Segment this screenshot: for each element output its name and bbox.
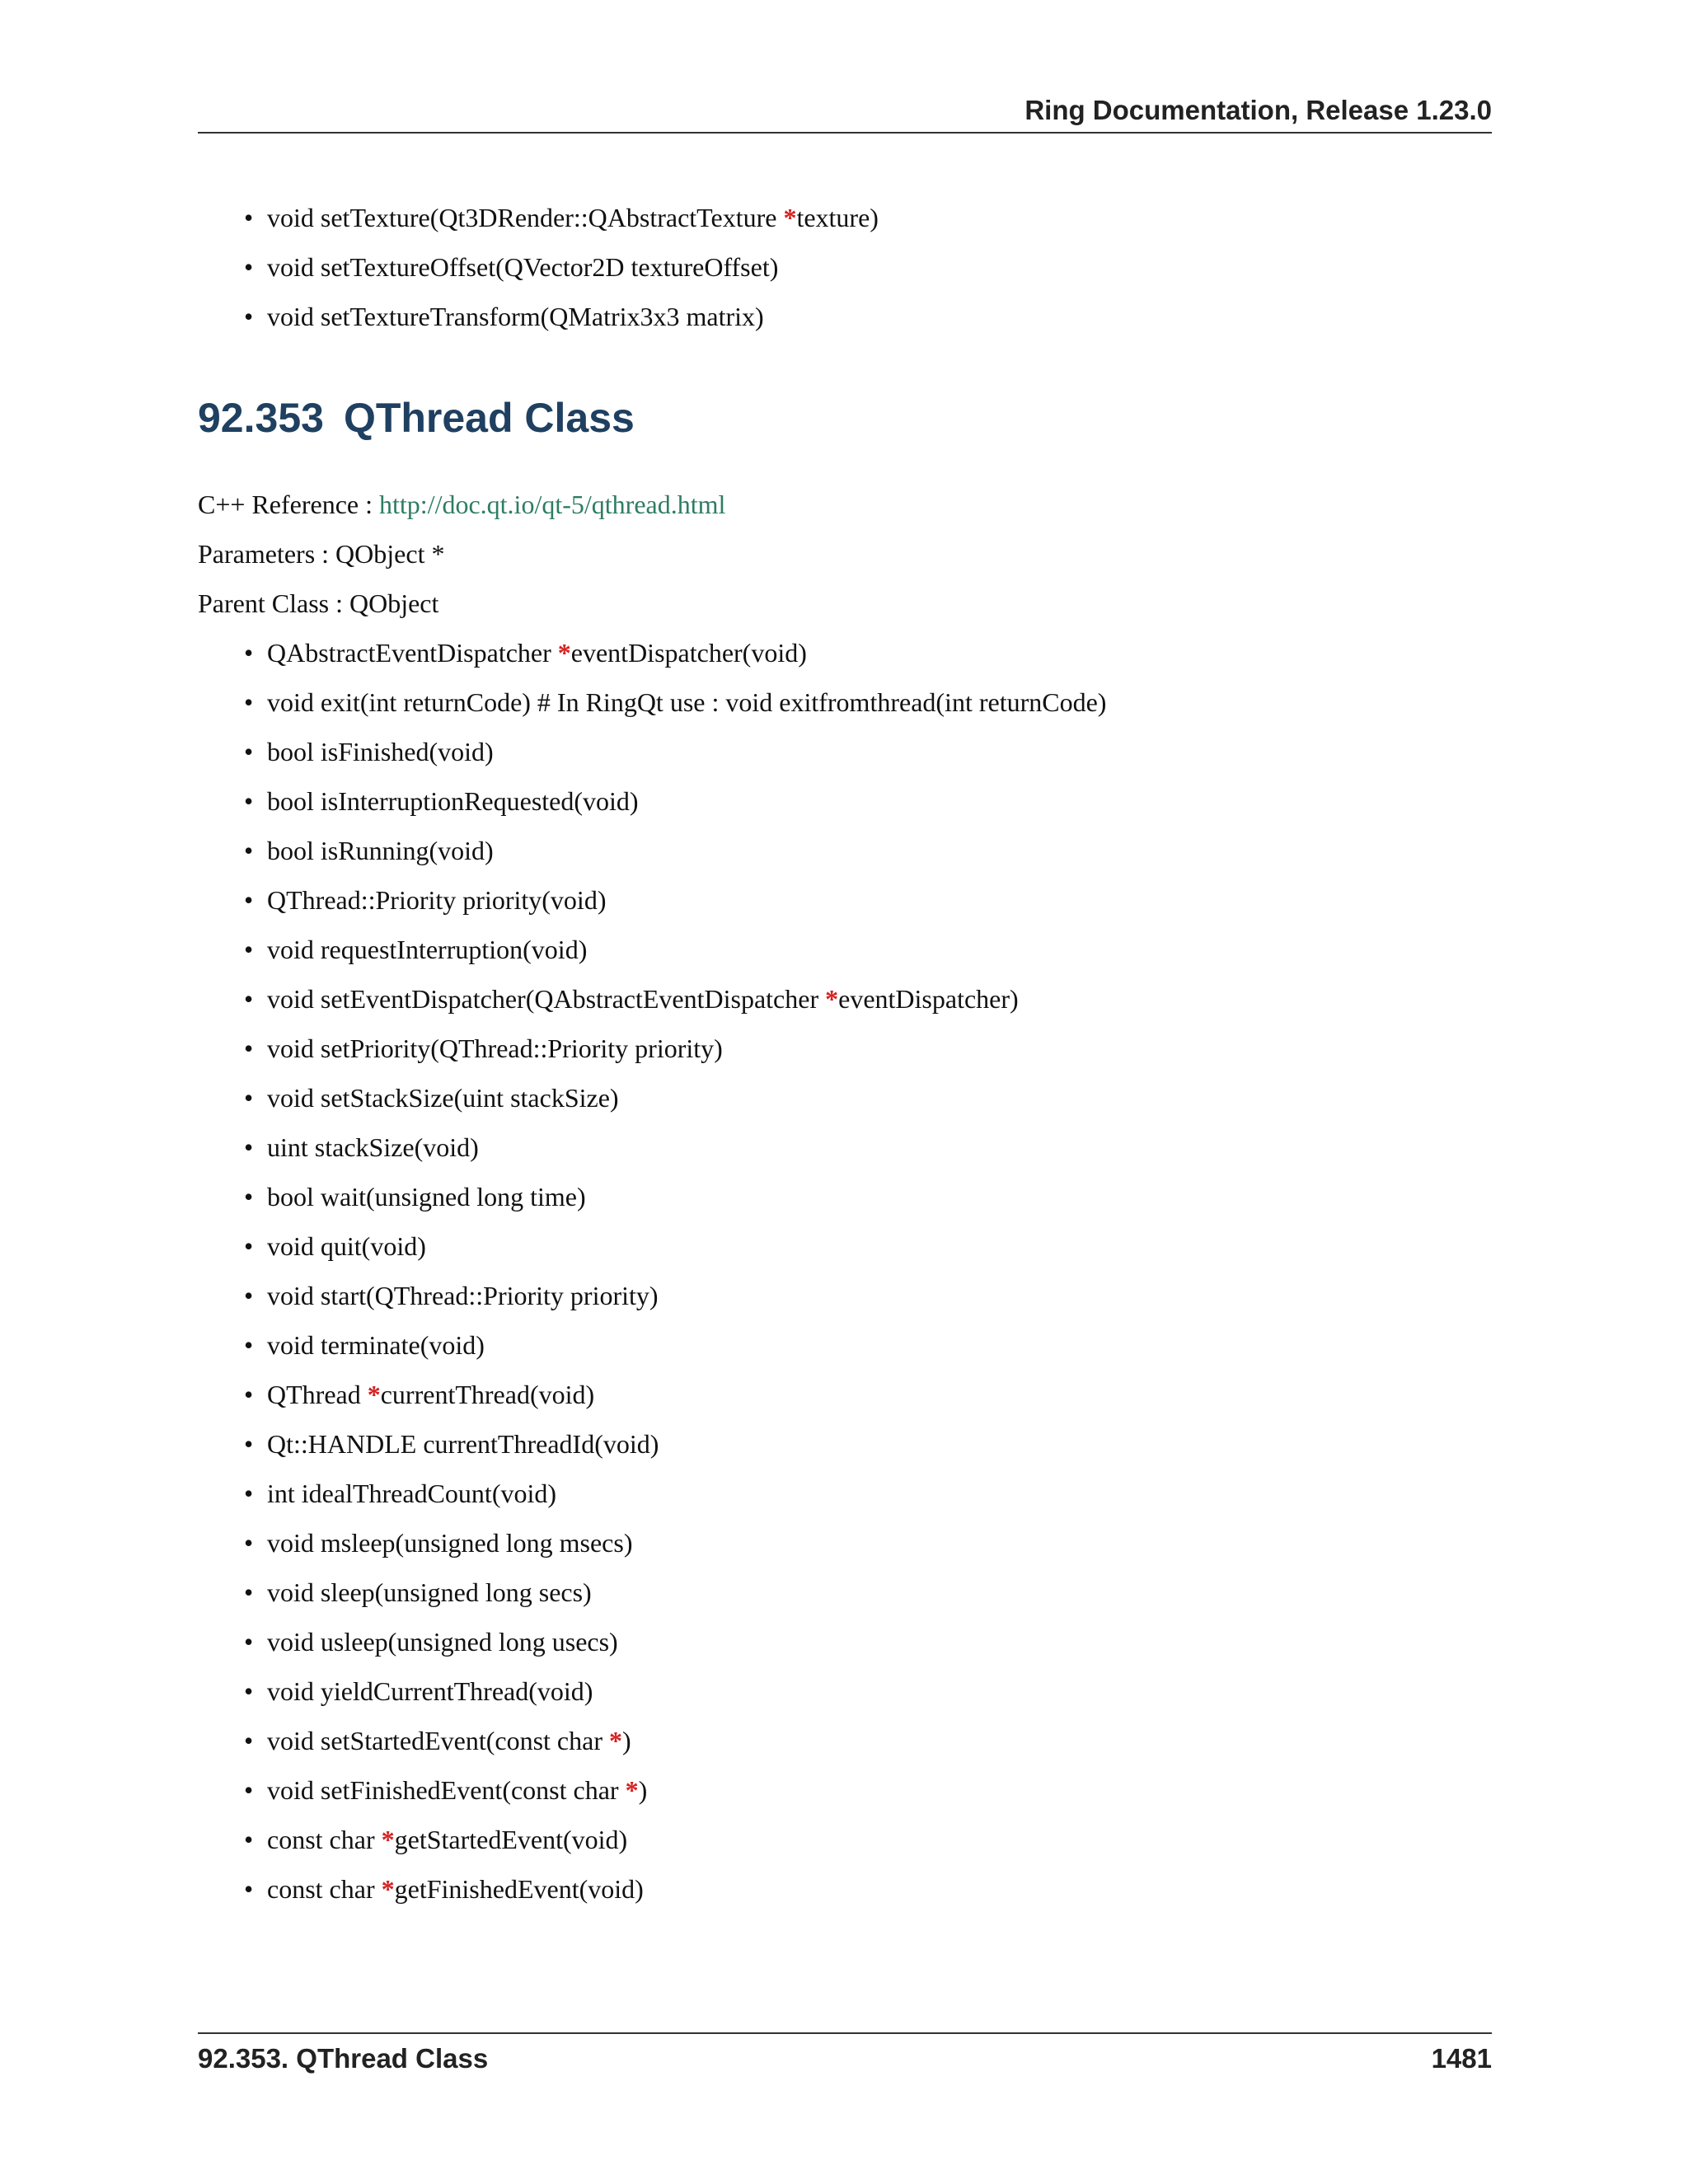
method-text: void setTexture(Qt3DRender::QAbstractTexture [267, 203, 784, 232]
page-footer [198, 2032, 1492, 2077]
section-title [198, 389, 635, 447]
method-text: void setStartedEvent(const char [267, 1726, 609, 1755]
bullet-icon: • [244, 1577, 254, 1607]
method-text-tail: getFinishedEvent(void) [394, 1874, 644, 1904]
bullet-icon: • [244, 1330, 254, 1360]
top-method-list [198, 193, 879, 341]
bullet-icon: • [244, 1627, 254, 1657]
list-item [198, 1568, 1106, 1617]
bullet-icon: • [244, 885, 254, 915]
method-text: const char [267, 1825, 382, 1854]
bullet-icon: • [244, 984, 254, 1014]
pointer-asterisk: * [557, 638, 571, 668]
list-item [198, 974, 1106, 1024]
method-text: void exit(int returnCode) # In RingQt use : void exitfromthread(int returnCode) [267, 687, 1107, 717]
list-item [198, 826, 1106, 875]
list-item [198, 1518, 1106, 1568]
bullet-icon: • [244, 836, 254, 865]
method-text: Qt::HANDLE currentThreadId(void) [267, 1429, 659, 1459]
list-item [198, 1320, 1106, 1370]
section-title-text: QThread Class [343, 395, 635, 441]
bullet-icon: • [244, 1132, 254, 1162]
bullet-icon: • [244, 1033, 254, 1063]
bullet-icon: • [244, 252, 254, 282]
method-text: void setTextureOffset(QVector2D textureOffset) [267, 252, 779, 282]
parameters-line: Parameters : QObject * [198, 539, 445, 569]
page-header [198, 92, 1492, 134]
method-text-tail: ) [638, 1775, 648, 1805]
method-text: bool isInterruptionRequested(void) [267, 786, 639, 816]
cpp-reference-link[interactable]: http://doc.qt.io/qt-5/qthread.html [379, 490, 726, 519]
list-item [198, 1815, 1106, 1864]
method-text: QThread::Priority priority(void) [267, 885, 607, 915]
method-text: void terminate(void) [267, 1330, 485, 1360]
bullet-icon: • [244, 687, 254, 717]
method-text: void start(QThread::Priority priority) [267, 1281, 659, 1310]
method-text: bool wait(unsigned long time) [267, 1182, 586, 1212]
pointer-asterisk: * [608, 1726, 622, 1755]
pointer-asterisk: * [825, 984, 839, 1014]
list-item [198, 1716, 1106, 1765]
method-text-tail: eventDispatcher(void) [570, 638, 807, 668]
list-item [198, 1419, 1106, 1469]
bullet-icon: • [244, 302, 254, 331]
method-text-tail: getStartedEvent(void) [394, 1825, 628, 1854]
method-text-tail: texture) [796, 203, 879, 232]
method-text: void msleep(unsigned long msecs) [267, 1528, 633, 1558]
list-item [198, 1271, 1106, 1320]
list-item [198, 1172, 1106, 1221]
bullet-icon: • [244, 1380, 254, 1409]
bullet-icon: • [244, 786, 254, 816]
list-item [198, 1666, 1106, 1716]
parent-class-line: Parent Class : QObject [198, 588, 439, 618]
method-text: uint stackSize(void) [267, 1132, 479, 1162]
list-item [198, 292, 879, 341]
method-text: void setPriority(QThread::Priority priority) [267, 1033, 723, 1063]
list-item [198, 1122, 1106, 1172]
list-item [198, 1469, 1106, 1518]
bullet-icon: • [244, 737, 254, 766]
bullet-icon: • [244, 1083, 254, 1113]
method-text: const char [267, 1874, 382, 1904]
bullet-icon: • [244, 1231, 254, 1261]
method-text: void quit(void) [267, 1231, 426, 1261]
pointer-asterisk: * [381, 1874, 395, 1904]
cpp-reference-label: C++ Reference : [198, 490, 379, 519]
list-item [198, 925, 1106, 974]
method-text-tail: currentThread(void) [380, 1380, 595, 1409]
bullet-icon: • [244, 1825, 254, 1854]
list-item [198, 1370, 1106, 1419]
bullet-icon: • [244, 1281, 254, 1310]
bullet-icon: • [244, 1874, 254, 1904]
method-text: void yieldCurrentThread(void) [267, 1676, 593, 1706]
list-item [198, 242, 879, 292]
list-item [198, 628, 1106, 677]
method-text: void usleep(unsigned long usecs) [267, 1627, 618, 1657]
method-text: QAbstractEventDispatcher [267, 638, 558, 668]
method-text: void setStackSize(uint stackSize) [267, 1083, 619, 1113]
pointer-asterisk: * [783, 203, 797, 232]
method-text: void requestInterruption(void) [267, 935, 588, 964]
bullet-icon: • [244, 203, 254, 232]
list-item [198, 677, 1106, 727]
method-text: QThread [267, 1380, 368, 1409]
bullet-icon: • [244, 1676, 254, 1706]
list-item [198, 1864, 1106, 1914]
bullet-icon: • [244, 1528, 254, 1558]
pointer-asterisk: * [381, 1825, 395, 1854]
list-item [198, 193, 879, 242]
bullet-icon: • [244, 1726, 254, 1755]
page-number: 1481 [1431, 2043, 1492, 2074]
header-title: Ring Documentation, Release 1.23.0 [1025, 95, 1492, 125]
method-text-tail: eventDispatcher) [838, 984, 1019, 1014]
bullet-icon: • [244, 1429, 254, 1459]
list-item [198, 1617, 1106, 1666]
method-text: void setTextureTransform(QMatrix3x3 matrix) [267, 302, 764, 331]
method-list [198, 628, 1106, 1914]
bullet-icon: • [244, 1182, 254, 1212]
cpp-reference-line [198, 480, 725, 529]
method-text: bool isFinished(void) [267, 737, 494, 766]
list-item [198, 875, 1106, 925]
method-text: int idealThreadCount(void) [267, 1479, 557, 1508]
bullet-icon: • [244, 1479, 254, 1508]
bullet-icon: • [244, 638, 254, 668]
list-item [198, 776, 1106, 826]
method-text: bool isRunning(void) [267, 836, 494, 865]
pointer-asterisk: * [625, 1775, 639, 1805]
list-item [198, 727, 1106, 776]
method-text-tail: ) [621, 1726, 631, 1755]
footer-section-label: 92.353. QThread Class [198, 2043, 489, 2074]
section-number: 92.353 [198, 395, 324, 441]
list-item [198, 1024, 1106, 1073]
bullet-icon: • [244, 1775, 254, 1805]
bullet-icon: • [244, 935, 254, 964]
list-item [198, 1221, 1106, 1271]
pointer-asterisk: * [367, 1380, 381, 1409]
method-text: void setFinishedEvent(const char [267, 1775, 626, 1805]
method-text: void setEventDispatcher(QAbstractEventDispatcher [267, 984, 826, 1014]
list-item [198, 1073, 1106, 1122]
method-text: void sleep(unsigned long secs) [267, 1577, 592, 1607]
list-item [198, 1765, 1106, 1815]
